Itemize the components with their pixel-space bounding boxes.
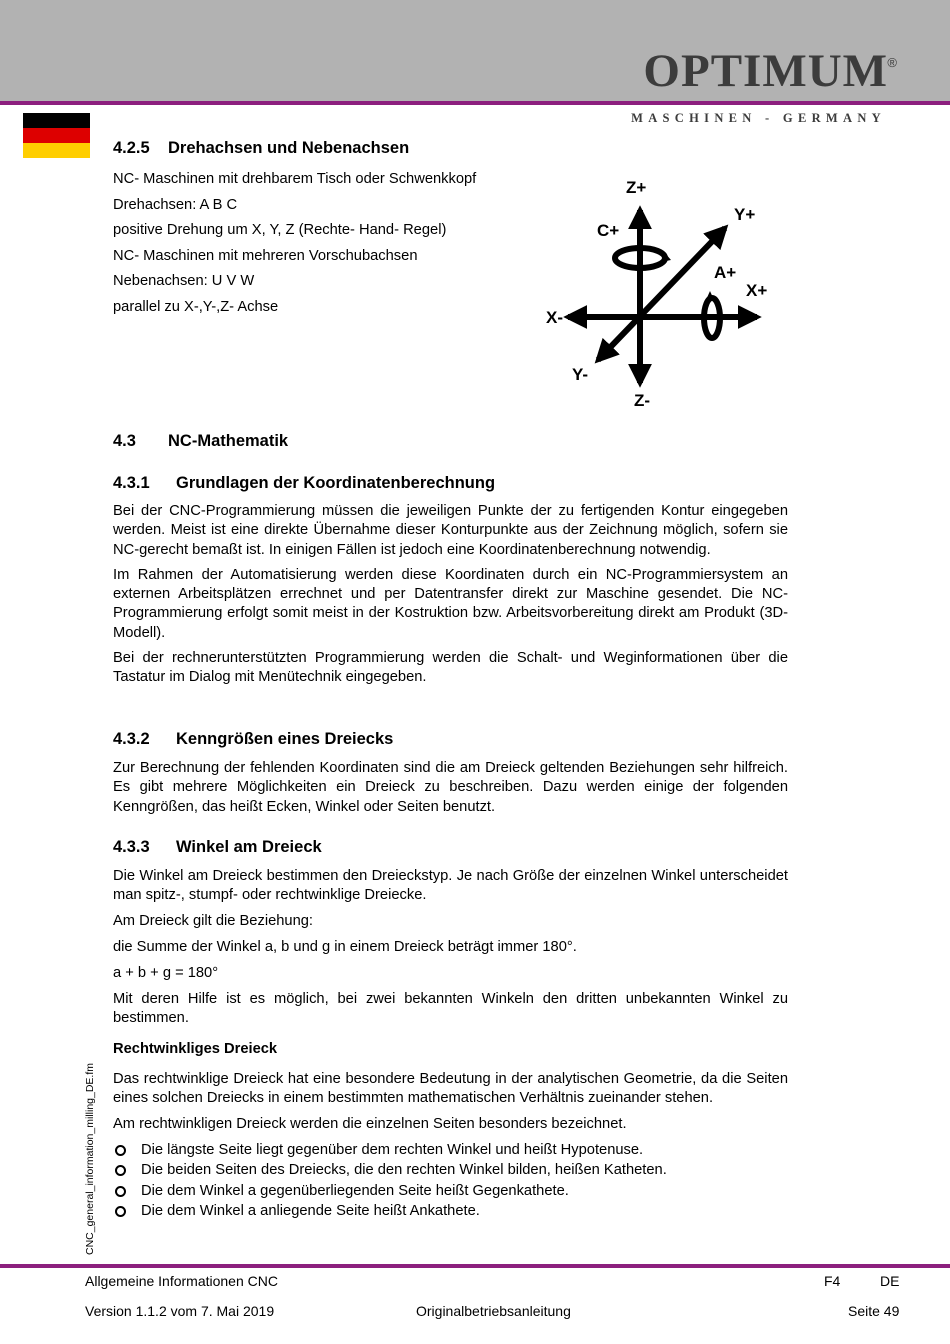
footer-page-number: Seite 49 — [848, 1303, 900, 1319]
label-y-minus: Y- — [572, 365, 589, 384]
heading-title: Grundlagen der Koordinatenberechnung — [176, 474, 496, 492]
paragraph: Mit deren Hilfe ist es möglich, bei zwei bekannten Winkeln den dritten unbekannten Winkel zu bestimmen. — [113, 990, 788, 1026]
heading-number: 4.3.3 — [113, 838, 150, 856]
brand-logo: OPTIMUM — [643, 45, 888, 97]
heading-number: 4.3.2 — [113, 730, 150, 748]
flag-stripe-black — [23, 113, 90, 128]
label-z-minus: Z- — [634, 391, 651, 410]
heading-title: NC-Mathematik — [168, 432, 289, 450]
heading-number: 4.3.1 — [113, 474, 150, 492]
footer-title: Allgemeine Informationen CNC — [85, 1273, 278, 1289]
text-line: die Summe der Winkel a, b und g in einem Dreieck beträgt immer 180°. — [113, 938, 577, 955]
label-c-plus: C+ — [597, 221, 620, 240]
section-4-3-2 — [113, 730, 788, 817]
list-item — [113, 1181, 788, 1202]
paragraph: Zur Berechnung der fehlenden Koordinaten sind die am Dreieck geltenden Beziehungen sehr hilfreich. Es gibt mehrere Möglichkeiten ein Dreieck zu beschreiben. Dazu werden einige der folgenden Kenngrößen, das heißt Ecken, Winkel oder Seiten benutzt. — [113, 760, 788, 815]
header-divider — [0, 101, 950, 105]
german-flag-icon — [23, 113, 90, 158]
heading-4-3 — [113, 432, 288, 451]
axis-info-line: Drehachsen: A B C — [113, 196, 238, 213]
list-item — [113, 1160, 788, 1181]
label-a-plus: A+ — [714, 263, 737, 282]
list-item-text: Die dem Winkel a anliegende Seite heißt Ankathete. — [141, 1203, 480, 1220]
heading-4-3-1 — [113, 474, 788, 493]
paragraph: Bei der CNC-Programmierung müssen die jeweiligen Punkte der zu fertigenden Kontur eingegeben werden. Meist ist eine direkte Übernahme dieser Konturpunkte aus der Zeichnung möglich, sofern sie NC-gerecht bemaßt ist. In einigen Fällen ist jedoch eine Koordinatenberechnung notwendig. — [113, 503, 788, 558]
footer-divider — [0, 1264, 950, 1268]
label-z-plus: Z+ — [626, 178, 647, 197]
section-4-3-1 — [113, 474, 788, 688]
brand-subtitle: MASCHINEN - GERMANY — [631, 111, 886, 125]
label-x-plus: X+ — [746, 281, 768, 300]
footer-document-type: Originalbetriebsanleitung — [416, 1303, 571, 1319]
label-x-minus: X- — [546, 308, 563, 327]
main-content — [113, 139, 788, 1220]
list-item — [113, 1201, 788, 1222]
heading-number: 4.3 — [113, 432, 136, 450]
heading-4-2-5 — [113, 139, 788, 158]
paragraph: Bei der rechnerunterstützten Programmierung werden die Schalt- und Weginformationen über die Tastatur im Dialog mit Menütechnik eingegeben. — [113, 650, 788, 686]
bullet-circle-icon — [115, 1206, 126, 1217]
flag-stripe-red — [23, 128, 90, 143]
bullet-circle-icon — [115, 1186, 126, 1197]
heading-4-3-2 — [113, 730, 788, 749]
heading-number: 4.2.5 — [113, 139, 150, 157]
footer-version: Version 1.1.2 vom 7. Mai 2019 — [85, 1303, 275, 1319]
axis-info-list — [113, 170, 788, 317]
paragraph: Im Rahmen der Automatisierung werden diese Koordinaten durch ein NC-Programmiersystem an externen Arbeitsplätzen errechnet und per Datentransfer direkt zur Maschine gesendet. Die NC-Programmierung erfolgt somit meist in der Kostruktion bzw. Arbeitsvorbereitung direkt am Produkt (3D-Modell). — [113, 566, 788, 641]
section-4-3-3 — [113, 838, 788, 1222]
heading-title: Drehachsen und Nebenachsen — [168, 139, 410, 157]
paragraph: Das rechtwinklige Dreieck hat eine besondere Bedeutung in der analytischen Geometrie, da die Seiten eines solchen Dreiecks in einem bestimmten mathematischen Verhältnis zueinander stehen. — [113, 1071, 788, 1107]
text-line: Am rechtwinkligen Dreieck werden die einzelnen Seiten besonders bezeichnet. — [113, 1115, 627, 1132]
footer-language: DE — [880, 1273, 900, 1289]
label-y-plus: Y+ — [734, 205, 756, 224]
heading-title: Kenngrößen eines Dreiecks — [176, 730, 394, 748]
formula-line: a + b + g = 180° — [113, 964, 219, 981]
subheading-right-triangle: Rechtwinkliges Dreieck — [113, 1041, 278, 1058]
axis-info-line: Nebenachsen: U V W — [113, 273, 255, 290]
sidebar-filename: CNC_general_information_milling_DE.fm — [84, 1063, 96, 1255]
list-item-text: Die längste Seite liegt gegenüber dem rechten Winkel und heißt Hypotenuse. — [141, 1141, 644, 1158]
heading-4-3-3 — [113, 838, 788, 857]
list-item-text: Die dem Winkel a gegenüberliegenden Seite heißt Gegenkathete. — [141, 1182, 569, 1199]
text-line: Am Dreieck gilt die Beziehung: — [113, 912, 314, 929]
axis-info-line: parallel zu X-,Y-,Z- Achse — [113, 298, 279, 315]
bullet-list — [113, 1140, 788, 1222]
list-item — [113, 1140, 788, 1161]
bullet-circle-icon — [115, 1145, 126, 1156]
axis-info-line: positive Drehung um X, Y, Z (Rechte- Hand- Regel) — [113, 222, 447, 239]
paragraph: Die Winkel am Dreieck bestimmen den Dreieckstyp. Je nach Größe der einzelnen Winkel unterscheidet man spitz-, stumpf- oder rechtwinklige Dreiecke. — [113, 868, 788, 904]
flag-stripe-gold — [23, 143, 90, 158]
bullet-circle-icon — [115, 1165, 126, 1176]
axis-info-line: NC- Maschinen mit mehreren Vorschubachsen — [113, 247, 418, 264]
axis-info-line: NC- Maschinen mit drehbarem Tisch oder Schwenkkopf — [113, 171, 477, 187]
registered-mark: ® — [887, 55, 897, 70]
list-item-text: Die beiden Seiten des Dreiecks, die den rechten Winkel bilden, heißen Katheten. — [141, 1162, 667, 1179]
heading-title: Winkel am Dreieck — [176, 838, 322, 856]
footer-code: F4 — [824, 1273, 841, 1289]
